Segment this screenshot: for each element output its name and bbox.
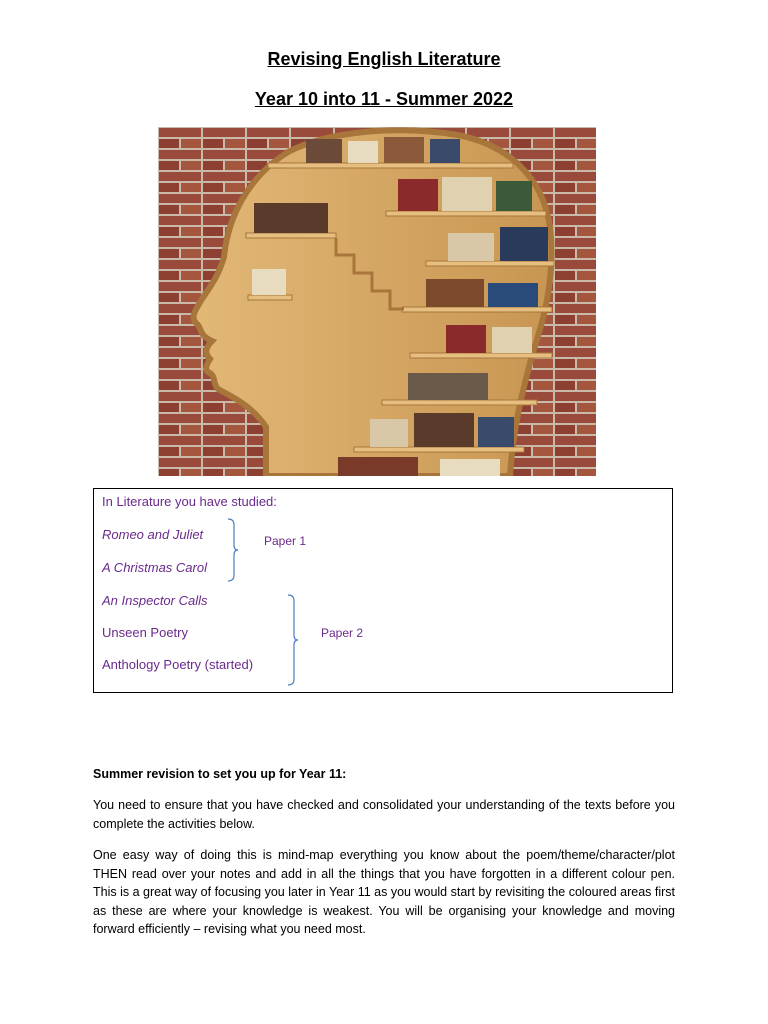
paper1-brace (226, 517, 240, 583)
paper1-label: Paper 1 (264, 534, 307, 548)
text-anthology-poetry: Anthology Poetry (started) (102, 657, 254, 672)
revision-paragraph-2: One easy way of doing this is mind-map everything you know about the poem/theme/character/plot THEN read over your notes and add in all the things that you have forgotten in a different colour pen. This is a great way of focusing you later in Year 11 as you would start by revisiting the coloured areas first as these are where your knowledge is weakest. You will be organising your knowledge and moving forward efficiently – revising what you need most. (93, 848, 676, 936)
revision-paragraph-1: You need to ensure that you have checked and consolidated your understanding of the texts before you complete the activities below. (93, 798, 675, 831)
paper2-brace (286, 593, 300, 687)
head-bookshelf-illustration (158, 127, 596, 476)
text-unseen-poetry: Unseen Poetry (102, 625, 188, 640)
document-subtitle: Year 10 into 11 - Summer 2022 (254, 89, 514, 109)
document-title: Revising English Literature (267, 49, 501, 69)
text-a-christmas-carol: A Christmas Carol (102, 560, 207, 575)
literature-studied-box (93, 488, 673, 693)
revision-heading: Summer revision to set you up for Year 11: (93, 767, 347, 781)
text-romeo-and-juliet: Romeo and Juliet (102, 527, 204, 542)
text-an-inspector-calls: An Inspector Calls (102, 593, 208, 608)
studied-heading: In Literature you have studied: (102, 494, 277, 509)
paper2-label: Paper 2 (321, 626, 364, 640)
